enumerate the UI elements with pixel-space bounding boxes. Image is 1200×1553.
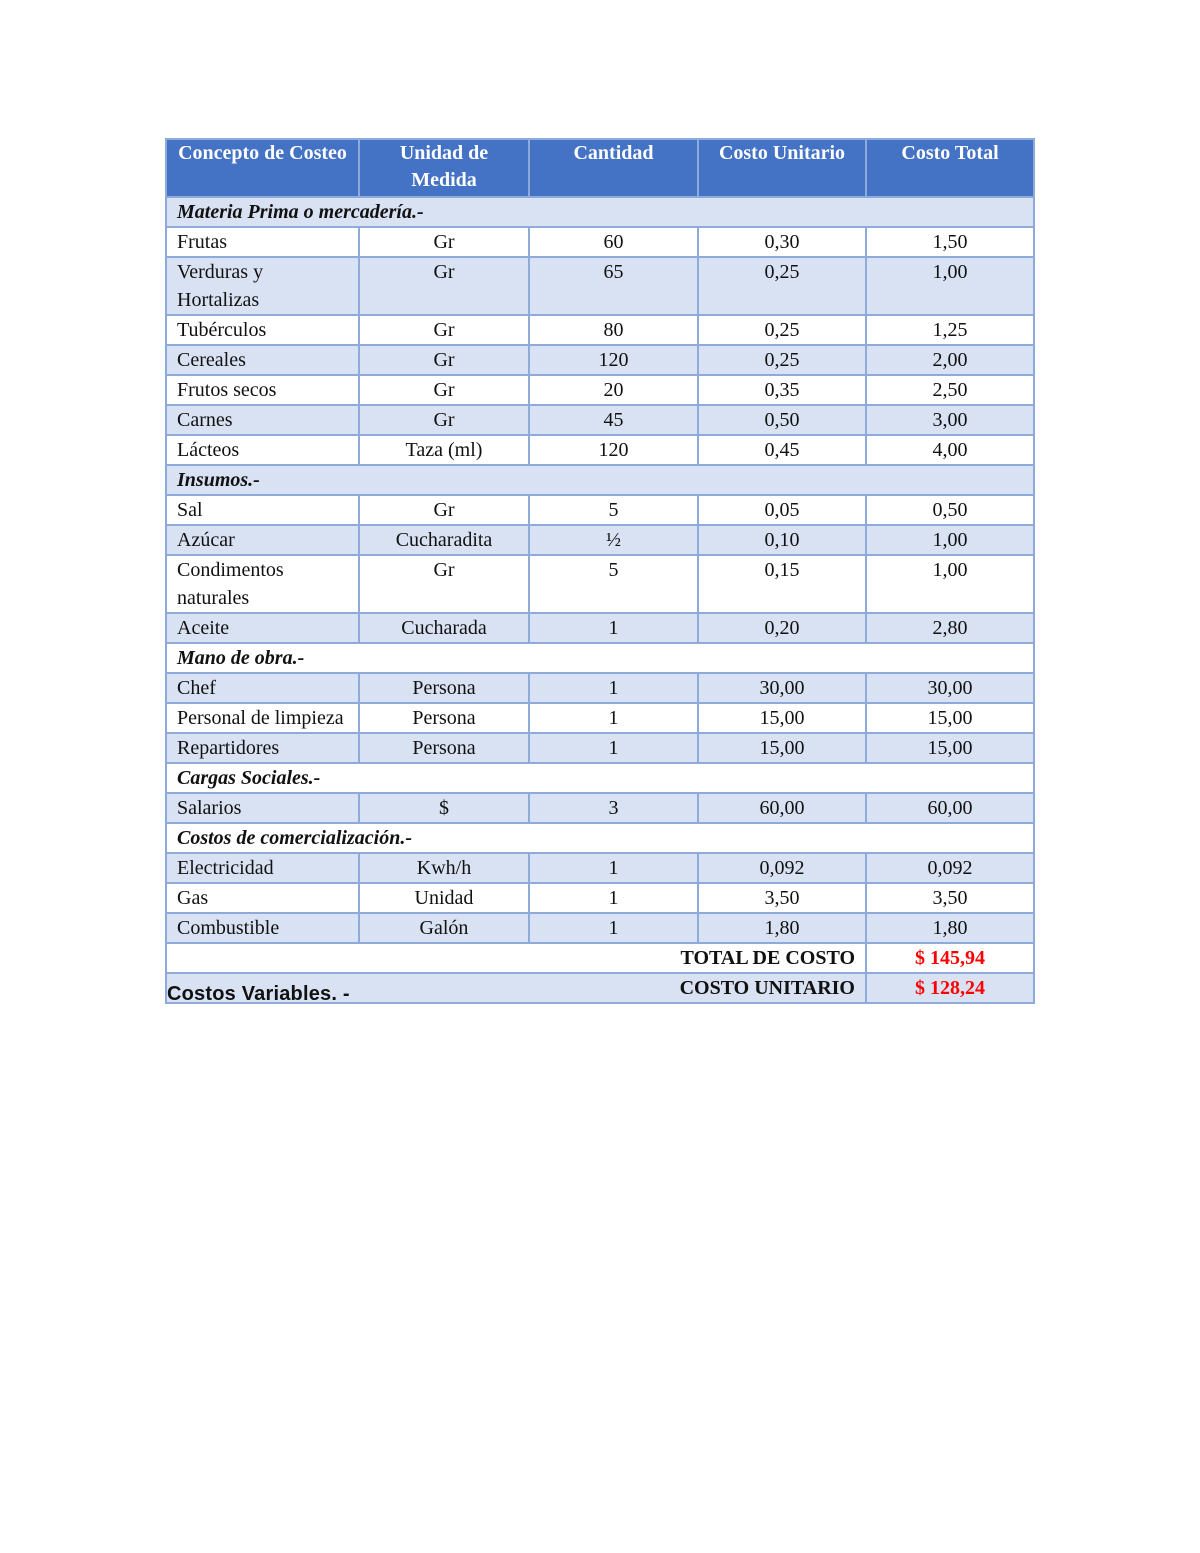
cell-cantidad: ½: [529, 525, 698, 555]
cell-costo-total: 1,25: [866, 315, 1034, 345]
cell-costo-unitario: 0,10: [698, 525, 866, 555]
section-row: [166, 465, 1034, 495]
cell-cantidad: 1: [529, 613, 698, 643]
cell-concepto: Azúcar: [166, 525, 359, 555]
cell-unidad: Persona: [359, 733, 529, 763]
table-row: [166, 733, 1034, 763]
header-concepto: Concepto de Costeo: [166, 139, 359, 197]
cell-costo-total: 2,00: [866, 345, 1034, 375]
cell-concepto: Sal: [166, 495, 359, 525]
total-label: COSTO UNITARIO: [166, 973, 866, 1003]
cell-costo-total: 2,50: [866, 375, 1034, 405]
cell-cantidad: 1: [529, 733, 698, 763]
table-row: [166, 853, 1034, 883]
total-label: TOTAL DE COSTO: [166, 943, 866, 973]
table-row: [166, 345, 1034, 375]
section-row: [166, 823, 1034, 853]
cell-unidad: Gr: [359, 257, 529, 315]
cell-cantidad: 120: [529, 435, 698, 465]
cell-costo-unitario: 30,00: [698, 673, 866, 703]
cell-costo-unitario: 15,00: [698, 733, 866, 763]
table-row: [166, 883, 1034, 913]
cell-costo-unitario: 0,25: [698, 257, 866, 315]
cell-costo-total: 1,00: [866, 257, 1034, 315]
header-cantidad: Cantidad: [529, 139, 698, 197]
table-row: [166, 673, 1034, 703]
cell-costo-unitario: 60,00: [698, 793, 866, 823]
cell-costo-total: 3,50: [866, 883, 1034, 913]
cell-unidad: Persona: [359, 703, 529, 733]
cell-unidad: Kwh/h: [359, 853, 529, 883]
cell-unidad: Gr: [359, 405, 529, 435]
section-title: Cargas Sociales.-: [166, 763, 1034, 793]
cell-costo-total: 30,00: [866, 673, 1034, 703]
cell-costo-total: 2,80: [866, 613, 1034, 643]
table-body: [166, 197, 1034, 1003]
cell-unidad: Persona: [359, 673, 529, 703]
cell-concepto: Verduras y Hortalizas: [166, 257, 359, 315]
cell-concepto: Frutas: [166, 227, 359, 257]
cell-unidad: Galón: [359, 913, 529, 943]
table-header: [166, 139, 1034, 197]
cell-concepto: Electricidad: [166, 853, 359, 883]
cell-concepto: Carnes: [166, 405, 359, 435]
cell-costo-total: 0,092: [866, 853, 1034, 883]
total-value: $ 128,24: [866, 973, 1034, 1003]
cell-costo-total: 4,00: [866, 435, 1034, 465]
cell-cantidad: 80: [529, 315, 698, 345]
cell-concepto: Cereales: [166, 345, 359, 375]
cell-costo-unitario: 0,05: [698, 495, 866, 525]
cell-unidad: Gr: [359, 345, 529, 375]
cell-costo-unitario: 0,30: [698, 227, 866, 257]
cell-unidad: Cucharada: [359, 613, 529, 643]
cell-unidad: Gr: [359, 555, 529, 613]
cell-costo-unitario: 0,35: [698, 375, 866, 405]
cell-unidad: $: [359, 793, 529, 823]
cell-unidad: Gr: [359, 495, 529, 525]
cell-costo-unitario: 0,092: [698, 853, 866, 883]
cell-concepto: Frutos secos: [166, 375, 359, 405]
cell-unidad: Gr: [359, 375, 529, 405]
cell-costo-total: 0,50: [866, 495, 1034, 525]
cell-costo-total: 1,50: [866, 227, 1034, 257]
cell-costo-unitario: 0,50: [698, 405, 866, 435]
cell-costo-total: 1,00: [866, 525, 1034, 555]
total-row: [166, 943, 1034, 973]
cost-table: [165, 138, 1035, 1004]
cell-unidad: Unidad: [359, 883, 529, 913]
section-row: [166, 197, 1034, 227]
header-costo-unitario: Costo Unitario: [698, 139, 866, 197]
cell-costo-unitario: 0,20: [698, 613, 866, 643]
total-value: $ 145,94: [866, 943, 1034, 973]
table-row: [166, 495, 1034, 525]
table-row: [166, 555, 1034, 613]
cell-costo-unitario: 1,80: [698, 913, 866, 943]
cell-concepto: Personal de limpieza: [166, 703, 359, 733]
section-title: Mano de obra.-: [166, 643, 1034, 673]
table-row: [166, 913, 1034, 943]
cell-unidad: Gr: [359, 315, 529, 345]
cell-costo-total: 60,00: [866, 793, 1034, 823]
cell-concepto: Gas: [166, 883, 359, 913]
table-row: [166, 613, 1034, 643]
section-row: [166, 763, 1034, 793]
cell-costo-total: 15,00: [866, 733, 1034, 763]
cell-cantidad: 1: [529, 913, 698, 943]
section-row: [166, 643, 1034, 673]
cell-cantidad: 1: [529, 673, 698, 703]
section-title: Costos de comercialización.-: [166, 823, 1034, 853]
cell-cantidad: 3: [529, 793, 698, 823]
cell-unidad: Gr: [359, 227, 529, 257]
table-row: [166, 315, 1034, 345]
cell-cantidad: 60: [529, 227, 698, 257]
cell-concepto: Salarios: [166, 793, 359, 823]
header-row: [166, 139, 1034, 197]
cell-concepto: Combustible: [166, 913, 359, 943]
cell-costo-total: 1,80: [866, 913, 1034, 943]
cell-cantidad: 5: [529, 555, 698, 613]
table-row: [166, 227, 1034, 257]
cell-concepto: Repartidores: [166, 733, 359, 763]
section-heading-costos-variables: Costos Variables. -: [167, 983, 350, 1005]
table-row: [166, 793, 1034, 823]
cell-cantidad: 20: [529, 375, 698, 405]
cell-cantidad: 65: [529, 257, 698, 315]
cell-concepto: Condimentos naturales: [166, 555, 359, 613]
header-costo-total: Costo Total: [866, 139, 1034, 197]
cell-costo-total: 3,00: [866, 405, 1034, 435]
cell-costo-unitario: 0,15: [698, 555, 866, 613]
cell-concepto: Chef: [166, 673, 359, 703]
section-title: Insumos.-: [166, 465, 1034, 495]
cell-cantidad: 1: [529, 703, 698, 733]
cell-cantidad: 45: [529, 405, 698, 435]
cell-concepto: Lácteos: [166, 435, 359, 465]
cell-costo-unitario: 0,25: [698, 315, 866, 345]
cell-costo-unitario: 0,45: [698, 435, 866, 465]
cell-concepto: Tubérculos: [166, 315, 359, 345]
table-row: [166, 405, 1034, 435]
cell-costo-unitario: 0,25: [698, 345, 866, 375]
cell-costo-total: 15,00: [866, 703, 1034, 733]
cell-cantidad: 5: [529, 495, 698, 525]
cell-costo-total: 1,00: [866, 555, 1034, 613]
table-row: [166, 525, 1034, 555]
header-unidad: Unidad de Medida: [359, 139, 529, 197]
cell-cantidad: 1: [529, 883, 698, 913]
table-row: [166, 703, 1034, 733]
table-row: [166, 435, 1034, 465]
cell-concepto: Aceite: [166, 613, 359, 643]
cell-costo-unitario: 3,50: [698, 883, 866, 913]
table-row: [166, 375, 1034, 405]
cell-costo-unitario: 15,00: [698, 703, 866, 733]
cell-unidad: Taza (ml): [359, 435, 529, 465]
cell-unidad: Cucharadita: [359, 525, 529, 555]
cell-cantidad: 120: [529, 345, 698, 375]
table-row: [166, 257, 1034, 315]
cell-cantidad: 1: [529, 853, 698, 883]
section-title: Materia Prima o mercadería.-: [166, 197, 1034, 227]
